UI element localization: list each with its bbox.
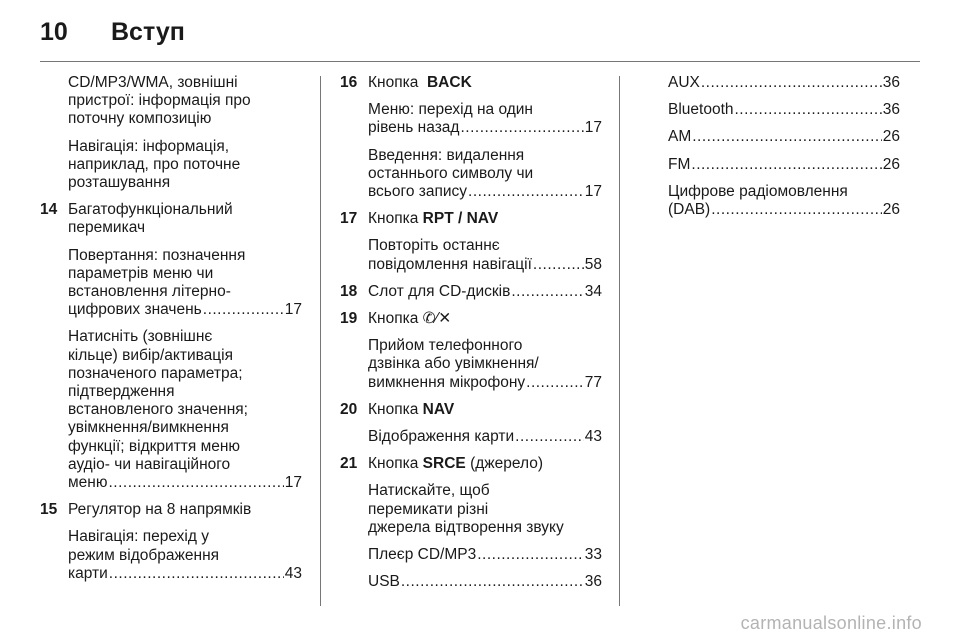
text-line: функції; відкриття меню [68,437,241,455]
entry-16 [340,74,602,201]
source-list-item [668,128,900,146]
page-reference [68,565,302,583]
phone-mute-icon: ✆⁄✕ [422,310,452,328]
reference-text: (DAB) [668,201,711,219]
entry-title [368,283,602,301]
entry-title [68,201,302,237]
entry-title [368,210,602,228]
text-line: Меню: перехід на один [368,101,533,119]
source-list-item [368,546,602,564]
paragraph-map [68,528,302,583]
page-ref: 43 [584,428,602,446]
page-reference [668,74,900,92]
page-reference [368,546,602,564]
page-ref: 26 [882,128,900,146]
entry-number: 20 [340,400,358,418]
label-text: Кнопка [368,455,419,473]
page-ref: 77 [584,373,602,391]
source-list-item [368,573,602,591]
page-ref: 17 [284,301,302,319]
entry-title [368,310,602,328]
page-ref: 17 [284,474,302,492]
text-line: Регулятор на 8 напрямків [68,501,252,519]
source-list-item [668,74,900,92]
page-ref: 17 [584,119,602,137]
reference-text: цифрових значень [68,301,202,319]
reference-text: рівень назад [368,119,460,137]
page-ref: 17 [584,183,602,201]
column-3 [668,74,900,228]
source-list-item [668,156,900,174]
text-line: Повторіть останнє [368,237,500,255]
page-ref: 36 [584,573,602,591]
page-ref: 43 [284,564,302,582]
text-line: підтвердження [68,383,175,401]
paragraph-turn [68,247,302,320]
page-ref: 58 [584,255,602,273]
text-line: дзвінка або увімкнення/ [368,355,539,373]
page-reference [68,301,302,319]
reference-text: AUX [668,74,700,91]
entry-number: 19 [340,310,358,328]
key-name: RPT / NAV [422,210,499,228]
text-line: встановленого значення; [68,401,248,419]
column-divider-1 [320,76,321,606]
entry-20 [340,401,602,446]
page-ref: 36 [882,74,900,91]
watermark: carmanualsonline.info [740,613,922,633]
text-line: Навігація: інформація, [68,137,230,155]
page-reference [368,374,602,392]
page-reference [668,156,900,174]
text-line: Введення: видалення [368,146,525,164]
text-line: Навігація: перехід у [68,528,209,546]
reference-text: повідомлення навігації [368,255,532,273]
entry-18 [340,283,602,301]
text-line [368,310,602,328]
paragraph-press [68,328,302,492]
page-reference [668,101,900,119]
page-reference [368,183,602,201]
dot-leader [735,101,882,119]
text-line [368,74,602,92]
paragraph-call [368,337,602,392]
dot-leader [701,74,882,92]
text-line [368,401,602,419]
page-ref: 26 [882,155,900,173]
entry-13-continued [40,74,302,192]
text-line: пристрої: інформація про [68,92,251,110]
reference-text: карти [68,564,108,582]
page-reference [668,201,900,219]
column-1 [40,74,302,592]
dot-leader [401,573,584,591]
label-text: Кнопка [368,310,419,328]
reference-text: Відображення карти [368,428,515,446]
dot-leader [109,565,284,583]
paragraph-navigation-info [68,138,302,193]
source-list-item [668,183,900,219]
text-line: аудіо- чи навігаційного [68,455,231,473]
dot-leader [515,428,584,446]
text-line: розташування [68,174,171,192]
dot-leader [533,256,584,274]
entry-title [368,401,602,419]
reference-text: Плеєр CD/MP3 [368,546,477,564]
page-reference [368,283,602,301]
paragraph-menu [368,101,602,137]
entry-number: 18 [340,282,358,300]
dot-leader [468,183,584,201]
text-line: джерела відтворення звуку [368,518,564,536]
text-line: перемикач [68,219,146,237]
entry-number: 21 [340,455,358,473]
reference-text: Bluetooth [668,101,734,119]
dot-leader [460,119,583,137]
label-text: Кнопка [368,74,419,91]
page-ref: 33 [584,546,602,564]
page-number: 10 [40,18,68,46]
page-header [40,14,920,54]
dot-leader [691,156,881,174]
entry-19 [340,310,602,392]
text-line: Багатофункціональний [68,201,233,219]
text-line: встановлення літерно- [68,283,231,301]
text-line: поточну композицію [68,110,212,128]
entry-15 [40,501,302,583]
header-rule [40,61,920,62]
text-line: Повертання: позначення [68,246,246,264]
entry-number: 17 [340,210,358,228]
text-line: режим відображення [68,546,220,564]
entry-number: 16 [340,74,358,91]
paragraph-source [368,482,602,537]
text-line: останнього символу чи [368,164,534,182]
paragraph-track-info [68,74,302,129]
text-line [368,210,602,228]
reference-text: AM [668,128,692,146]
dot-leader [711,201,882,219]
reference-text: Слот для CD-дисків [368,282,511,300]
entry-number: 15 [40,501,58,519]
text-line: кільце) вибір/активація [68,346,234,364]
page-reference [368,119,602,137]
dot-leader [692,128,882,146]
key-suffix: (джерело) [470,455,543,473]
paragraph-input [368,147,602,202]
reference-text: вимкнення мікрофону [368,373,526,391]
key-name: NAV [422,400,455,418]
text-line: Натисніть (зовнішнє [68,328,213,346]
source-list-item [668,101,900,119]
text-line: позначеного параметра; [68,364,243,382]
reference-text: FM [668,155,691,173]
page-title: Вступ [111,18,185,46]
text-line: перемикати різні [368,500,489,518]
entry-title [368,74,602,92]
dot-leader [108,474,283,492]
text-line: параметрів меню чи [68,264,214,282]
page-reference [368,428,602,446]
label-text: Кнопка [368,210,419,228]
paragraph-map [368,428,602,446]
page-ref: 26 [882,201,900,219]
text-line: Прийом телефонного [368,337,523,355]
column-divider-2 [619,76,620,606]
dot-leader [526,374,584,392]
entry-number: 14 [40,201,58,219]
text-line [368,455,602,473]
page-reference [68,474,302,492]
page-ref: 36 [882,101,900,119]
page-reference [368,256,602,274]
page-reference [668,128,900,146]
reference-text: всього запису [368,183,468,201]
page-ref: 34 [584,282,602,300]
key-name: SRCE [422,455,466,473]
entry-title [68,501,302,519]
text-line: CD/MP3/WMA, зовнішні [68,74,238,91]
text-line: увімкнення/вимкнення [68,419,229,437]
entry-17 [340,210,602,274]
text-line: Натискайте, щоб [368,482,490,500]
label-text: Кнопка [368,400,419,418]
text-line: Цифрове радіомовлення [668,182,848,200]
dot-leader [203,301,284,319]
column-2 [340,74,602,600]
dot-leader [477,546,584,564]
page-reference [368,573,602,591]
dot-leader [511,283,583,301]
entry-title [368,455,602,473]
reference-text: меню [68,474,108,492]
reference-text: USB [368,573,400,591]
entry-14 [40,201,302,492]
text-line: наприклад, про поточне [68,155,241,173]
paragraph-repeat [368,237,602,273]
entry-21 [340,455,602,591]
key-name: BACK [426,74,472,91]
